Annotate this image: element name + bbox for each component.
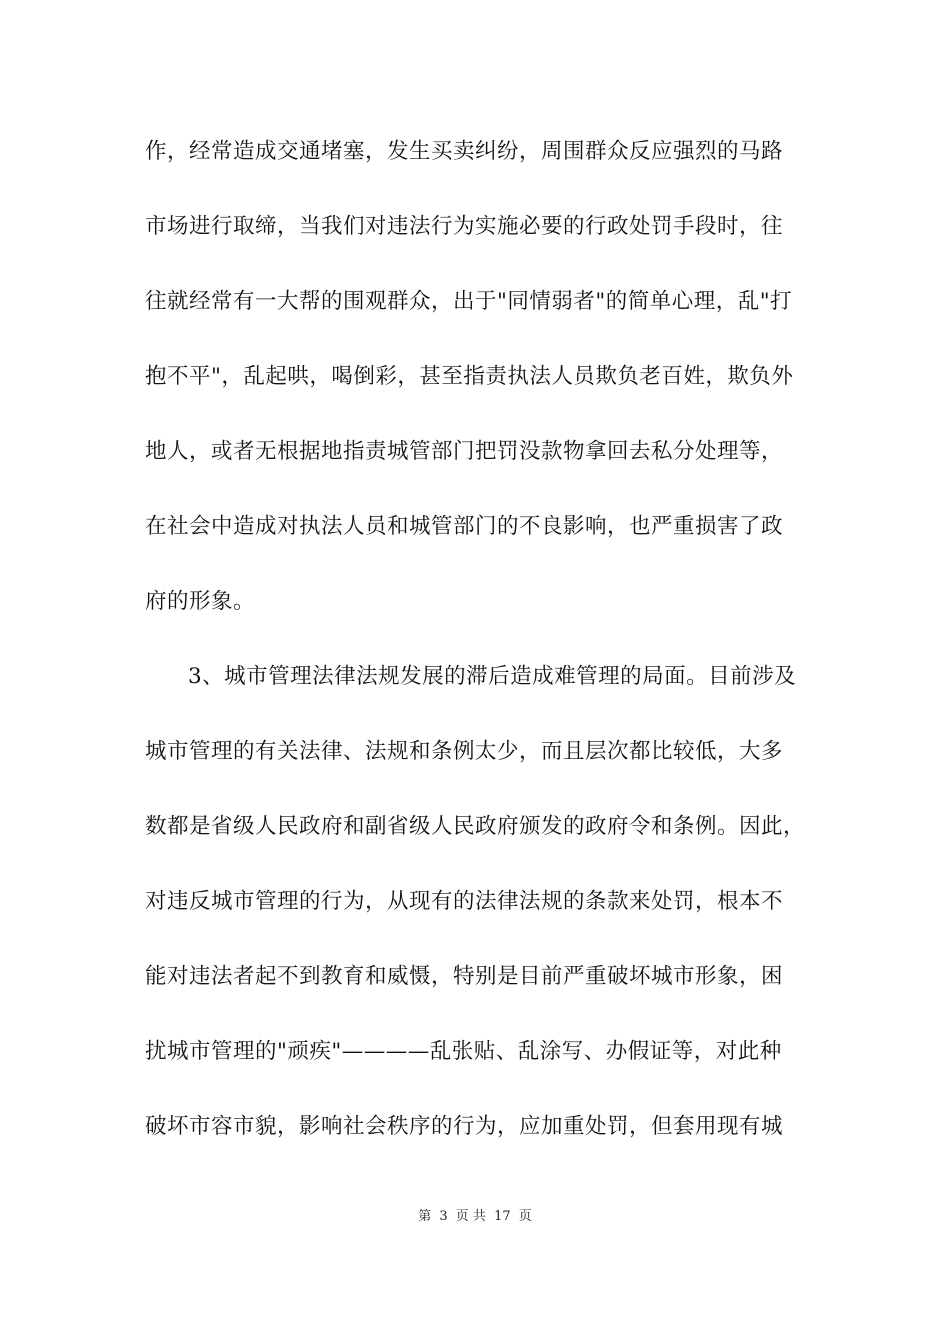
page-label-mid: 页 共 bbox=[455, 1209, 486, 1224]
text-line: 破坏市容市貌，影响社会秩序的行为，应加重处罚，但套用现有城 bbox=[145, 1114, 784, 1139]
page-footer bbox=[0, 1208, 950, 1226]
page-number: 3 bbox=[439, 1209, 448, 1224]
text-line: 府的形象。 bbox=[145, 589, 256, 614]
page-total: 17 bbox=[494, 1209, 511, 1224]
text-line: 作，经常造成交通堵塞，发生买卖纠纷，周围群众反应强烈的马路 bbox=[145, 139, 784, 164]
text-line: 往就经常有一大帮的围观群众，出于"同情弱者"的简单心理，乱"打 bbox=[145, 289, 793, 314]
text-line: 数都是省级人民政府和副省级人民政府颁发的政府令和条例。因此， bbox=[145, 814, 806, 839]
text-line: 扰城市管理的"顽疾"————乱张贴、乱涂写、办假证等，对此种 bbox=[145, 1039, 782, 1064]
text-line: 对违反城市管理的行为，从现有的法律法规的条款来处罚，根本不 bbox=[145, 889, 784, 914]
text-line: 地人，或者无根据地指责城管部门把罚没款物拿回去私分处理等， bbox=[145, 439, 784, 464]
paragraph-start-line: 3、城市管理法律法规发展的滞后造成难管理的局面。目前涉及 bbox=[188, 664, 797, 689]
page-label-suffix: 页 bbox=[518, 1209, 532, 1224]
text-line: 在社会中造成对执法人员和城管部门的不良影响，也严重损害了政 bbox=[145, 514, 784, 539]
page-label-prefix: 第 bbox=[418, 1209, 432, 1224]
text-line: 城市管理的有关法律、法规和条例太少，而且层次都比较低，大多 bbox=[145, 739, 784, 764]
text-line: 市场进行取缔，当我们对违法行为实施必要的行政处罚手段时，往 bbox=[145, 214, 784, 239]
text-line: 能对违法者起不到教育和威慑，特别是目前严重破坏城市形象，困 bbox=[145, 964, 784, 989]
text-line: 抱不平"，乱起哄，喝倒彩，甚至指责执法人员欺负老百姓，欺负外 bbox=[145, 364, 794, 389]
